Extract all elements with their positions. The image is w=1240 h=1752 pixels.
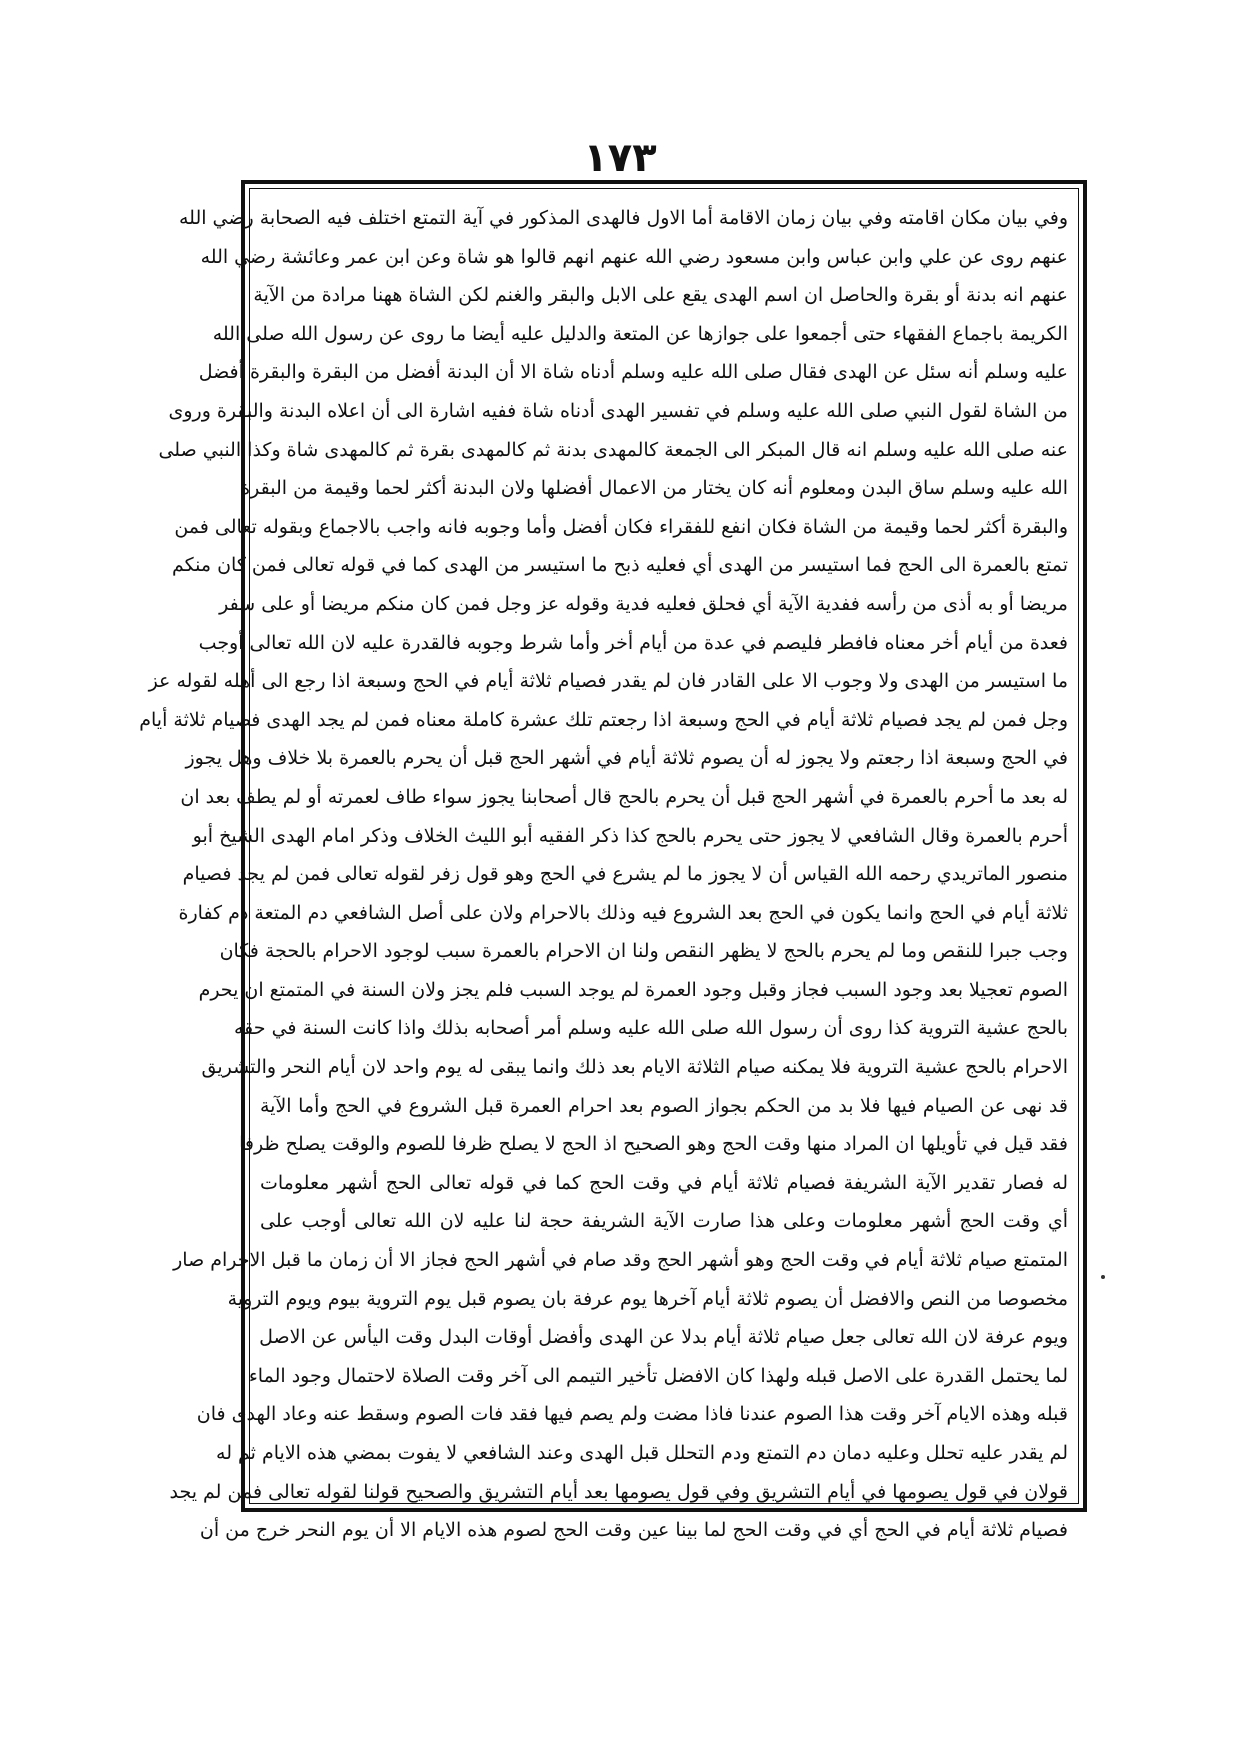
text-line: فعدة من أيام أخر معناه فافطر فليصم في عدة من أيام أخر وأما شرط وجوبه فالقدرة عليه لان الله تعالى أوجب (198, 631, 1068, 654)
text-line: الكريمة باجماع الفقهاء حتى أجمعوا على جوازها عن المتعة والدليل عليه أيضا ما روى عن رسول الله صلى الله (212, 322, 1068, 345)
text-frame-inner-border (139, 188, 1079, 1542)
text-line: عنه صلى الله عليه وسلم انه قال المبكر الى الجمعة كالمهدى بدنة ثم كالمهدى بقرة ثم كالمهدى شاة وكذا النبي صلى (158, 438, 1068, 461)
text-line: عنهم انه بدنة أو بقرة والحاصل ان اسم الهدى يقع على الابل والبقر والغنم لكن الشاة ههنا مرادة من الآية (253, 284, 1068, 307)
text-line: من الشاة لقول النبي صلى الله عليه وسلم في تفسير الهدى أدناه شاة ففيه اشارة الى أن اعلاه البدنة والبقرة وروى (168, 399, 1068, 422)
text-line: مريضا أو به أذى من رأسه ففدية الآية أي فحلق فعليه فدية وقوله عز وجل فمن كان منكم مريضا أو على سفر (219, 592, 1068, 615)
text-frame (139, 180, 1087, 1542)
text-line: لما يحتمل القدرة على الاصل قبله ولهذا كان الافضل تأخير التيمم الى آخر وقت الصلاة لاحتمال وجود الماء (248, 1364, 1068, 1387)
text-line: مخصوصا من النص والافضل أن يصوم ثلاثة أيام آخرها يوم عرفة بان يصوم قبل يوم التروية بيوم ويوم التروية (227, 1287, 1068, 1310)
text-line: قبله وهذه الايام آخر وقت هذا الصوم عندنا فاذا مضت ولم يصم فيها فقد فات الصوم وسقط عنه وعاد الهدى فان (196, 1403, 1068, 1426)
text-line: له فصار تقدير الآية الشريفة فصيام ثلاثة أيام في وقت الحج كما في قوله تعالى الحج أشهر معلومات (260, 1171, 1068, 1194)
text-line: أحرم بالعمرة وقال الشافعي لا يجوز حتى يحرم بالحج كذا ذكر الفقيه أبو الليث الخلاف وذكر امام الهدى الشيخ أبو (192, 824, 1068, 847)
text-line: بالحج عشية التروية كذا روى أن رسول الله صلى الله عليه وسلم أمر أصحابه بذلك واذا كانت السنة في حقه (234, 1017, 1068, 1040)
text-line: عليه وسلم أنه سئل عن الهدى فقال صلى الله عليه وسلم أدناه شاة الا أن البدنة أفضل من البقرة والبقرة أفضل (198, 361, 1068, 384)
text-line: وجب جبرا للنقص وما لم يحرم بالحج لا يظهر النقص ولنا ان الاحرام بالعمرة سبب لوجود الاحرام بالحجة فكان (219, 940, 1068, 963)
page-number: ١٧٣ (583, 135, 657, 181)
text-line: فقد قيل في تأويلها ان المراد منها وقت الحج وهو الصحيح اذ الحج لا يصلح ظرفا للصوم والوقت يصلح ظرفا (239, 1133, 1068, 1156)
text-line: عنهم روى عن علي وابن عباس وابن مسعود رضي الله عنهم انهم قالوا هو شاة وعن ابن عمر وعائشة رضي الله (200, 245, 1068, 268)
text-line: وفي بيان مكان اقامته وفي بيان زمان الاقامة أما الاول فالهدى المذكور في آية التمتع اختلف فيه الصحابة رضي الله (178, 207, 1068, 229)
text-line: والبقرة أكثر لحما وقيمة من الشاة فكان انفع للفقراء فكان أفضل وأما وجوبه فانه واجب بالاجماع وبقوله تعالى فمن (174, 515, 1068, 538)
text-line: ويوم عرفة لان الله تعالى جعل صيام ثلاثة أيام بدلا عن الهدى وأفضل أوقات البدل وقت اليأس عن الاصل (259, 1326, 1068, 1349)
text-line: له بعد ما أحرم بالعمرة في أشهر الحج قبل أن يحرم بالحج قال أصحابنا يجوز سواء طاف لعمرته أو لم يطف بعد ان (180, 785, 1068, 808)
text-line: قولان في قول يصومها في أيام التشريق وفي قول يصومها بعد أيام التشريق والصحيح قولنا لقوله تعالى فمن لم يجد (169, 1480, 1068, 1503)
text-line: ما استيسر من الهدى ولا وجوب الا على القادر فان لم يقدر فصيام ثلاثة أيام في الحج وسبعة اذا رجع الى أهله لقوله عز (148, 670, 1068, 693)
text-line: في الحج وسبعة اذا رجعتم ولا يجوز له أن يصوم ثلاثة أيام في أشهر الحج قبل أن يحرم بالعمرة بلا خلاف وهل يجوز (185, 747, 1068, 770)
text-line: لم يقدر عليه تحلل وعليه دمان دم التمتع ودم التحلل قبل الهدى وعند الشافعي لا يفوت بمضي هذه الايام ثم له (216, 1442, 1068, 1464)
text-line: قد نهى عن الصيام فيها فلا بد من الحكم بجواز الصوم بعد احرام العمرة قبل الشروع في الحج وأما الآية (260, 1094, 1068, 1117)
text-line: الله عليه وسلم ساق البدن ومعلوم أنه كان يختار من الاعمال أفضلها ولان البدنة أكثر لحما وقيمة من البقرة (240, 477, 1068, 500)
text-line: أي وقت الحج أشهر معلومات وعلى هذا صارت الآية الشريفة حجة لنا عليه لان الله تعالى أوجب على (260, 1210, 1068, 1233)
text-line: وجل فمن لم يجد فصيام ثلاثة أيام في الحج وسبعة اذا رجعتم تلك عشرة كاملة معناه فمن لم يجد الهدى فصيام ثلاثة أيام (139, 708, 1068, 731)
text-line: المتمتع صيام ثلاثة أيام في وقت الحج وهو أشهر الحج وقد صام في أشهر الحج فجاز الا أن زمان ما قبل الاحرام صار (173, 1249, 1068, 1272)
text-line: تمتع بالعمرة الى الحج فما استيسر من الهدى أي فعليه ذبح ما استيسر من الهدى كما في قوله تعالى فمن كان منكم (171, 554, 1068, 577)
text-line: الصوم تعجيلا بعد وجود السبب فجاز وقبل وجود العمرة لم يوجد السبب فلم يجز ولان السنة في المتمتع ان يحرم (198, 978, 1068, 1001)
text-line: فصيام ثلاثة أيام في الحج أي في وقت الحج لما بينا عين وقت الحج لصوم هذه الايام الا أن يوم النحر خرج من أن (199, 1519, 1068, 1542)
text-line: ثلاثة أيام في الحج وانما يكون في الحج بعد الشروع فيه وذلك بالاحرام ولان على أصل الشافعي دم المتعة دم كفارة (178, 901, 1068, 924)
body-text (139, 199, 1068, 1542)
margin-dot (1101, 1275, 1105, 1279)
text-line: الاحرام بالحج عشية التروية فلا يمكنه صيام الثلاثة الايام بعد ذلك وانما يبقى له يوم واحد لان أيام النحر والتشريق (201, 1056, 1068, 1079)
text-line: منصور الماتريدي رحمه الله القياس أن لا يجوز ما لم يشرع في الحج وهو قول زفر لقوله تعالى فمن لم يجد فصيام (182, 863, 1068, 886)
